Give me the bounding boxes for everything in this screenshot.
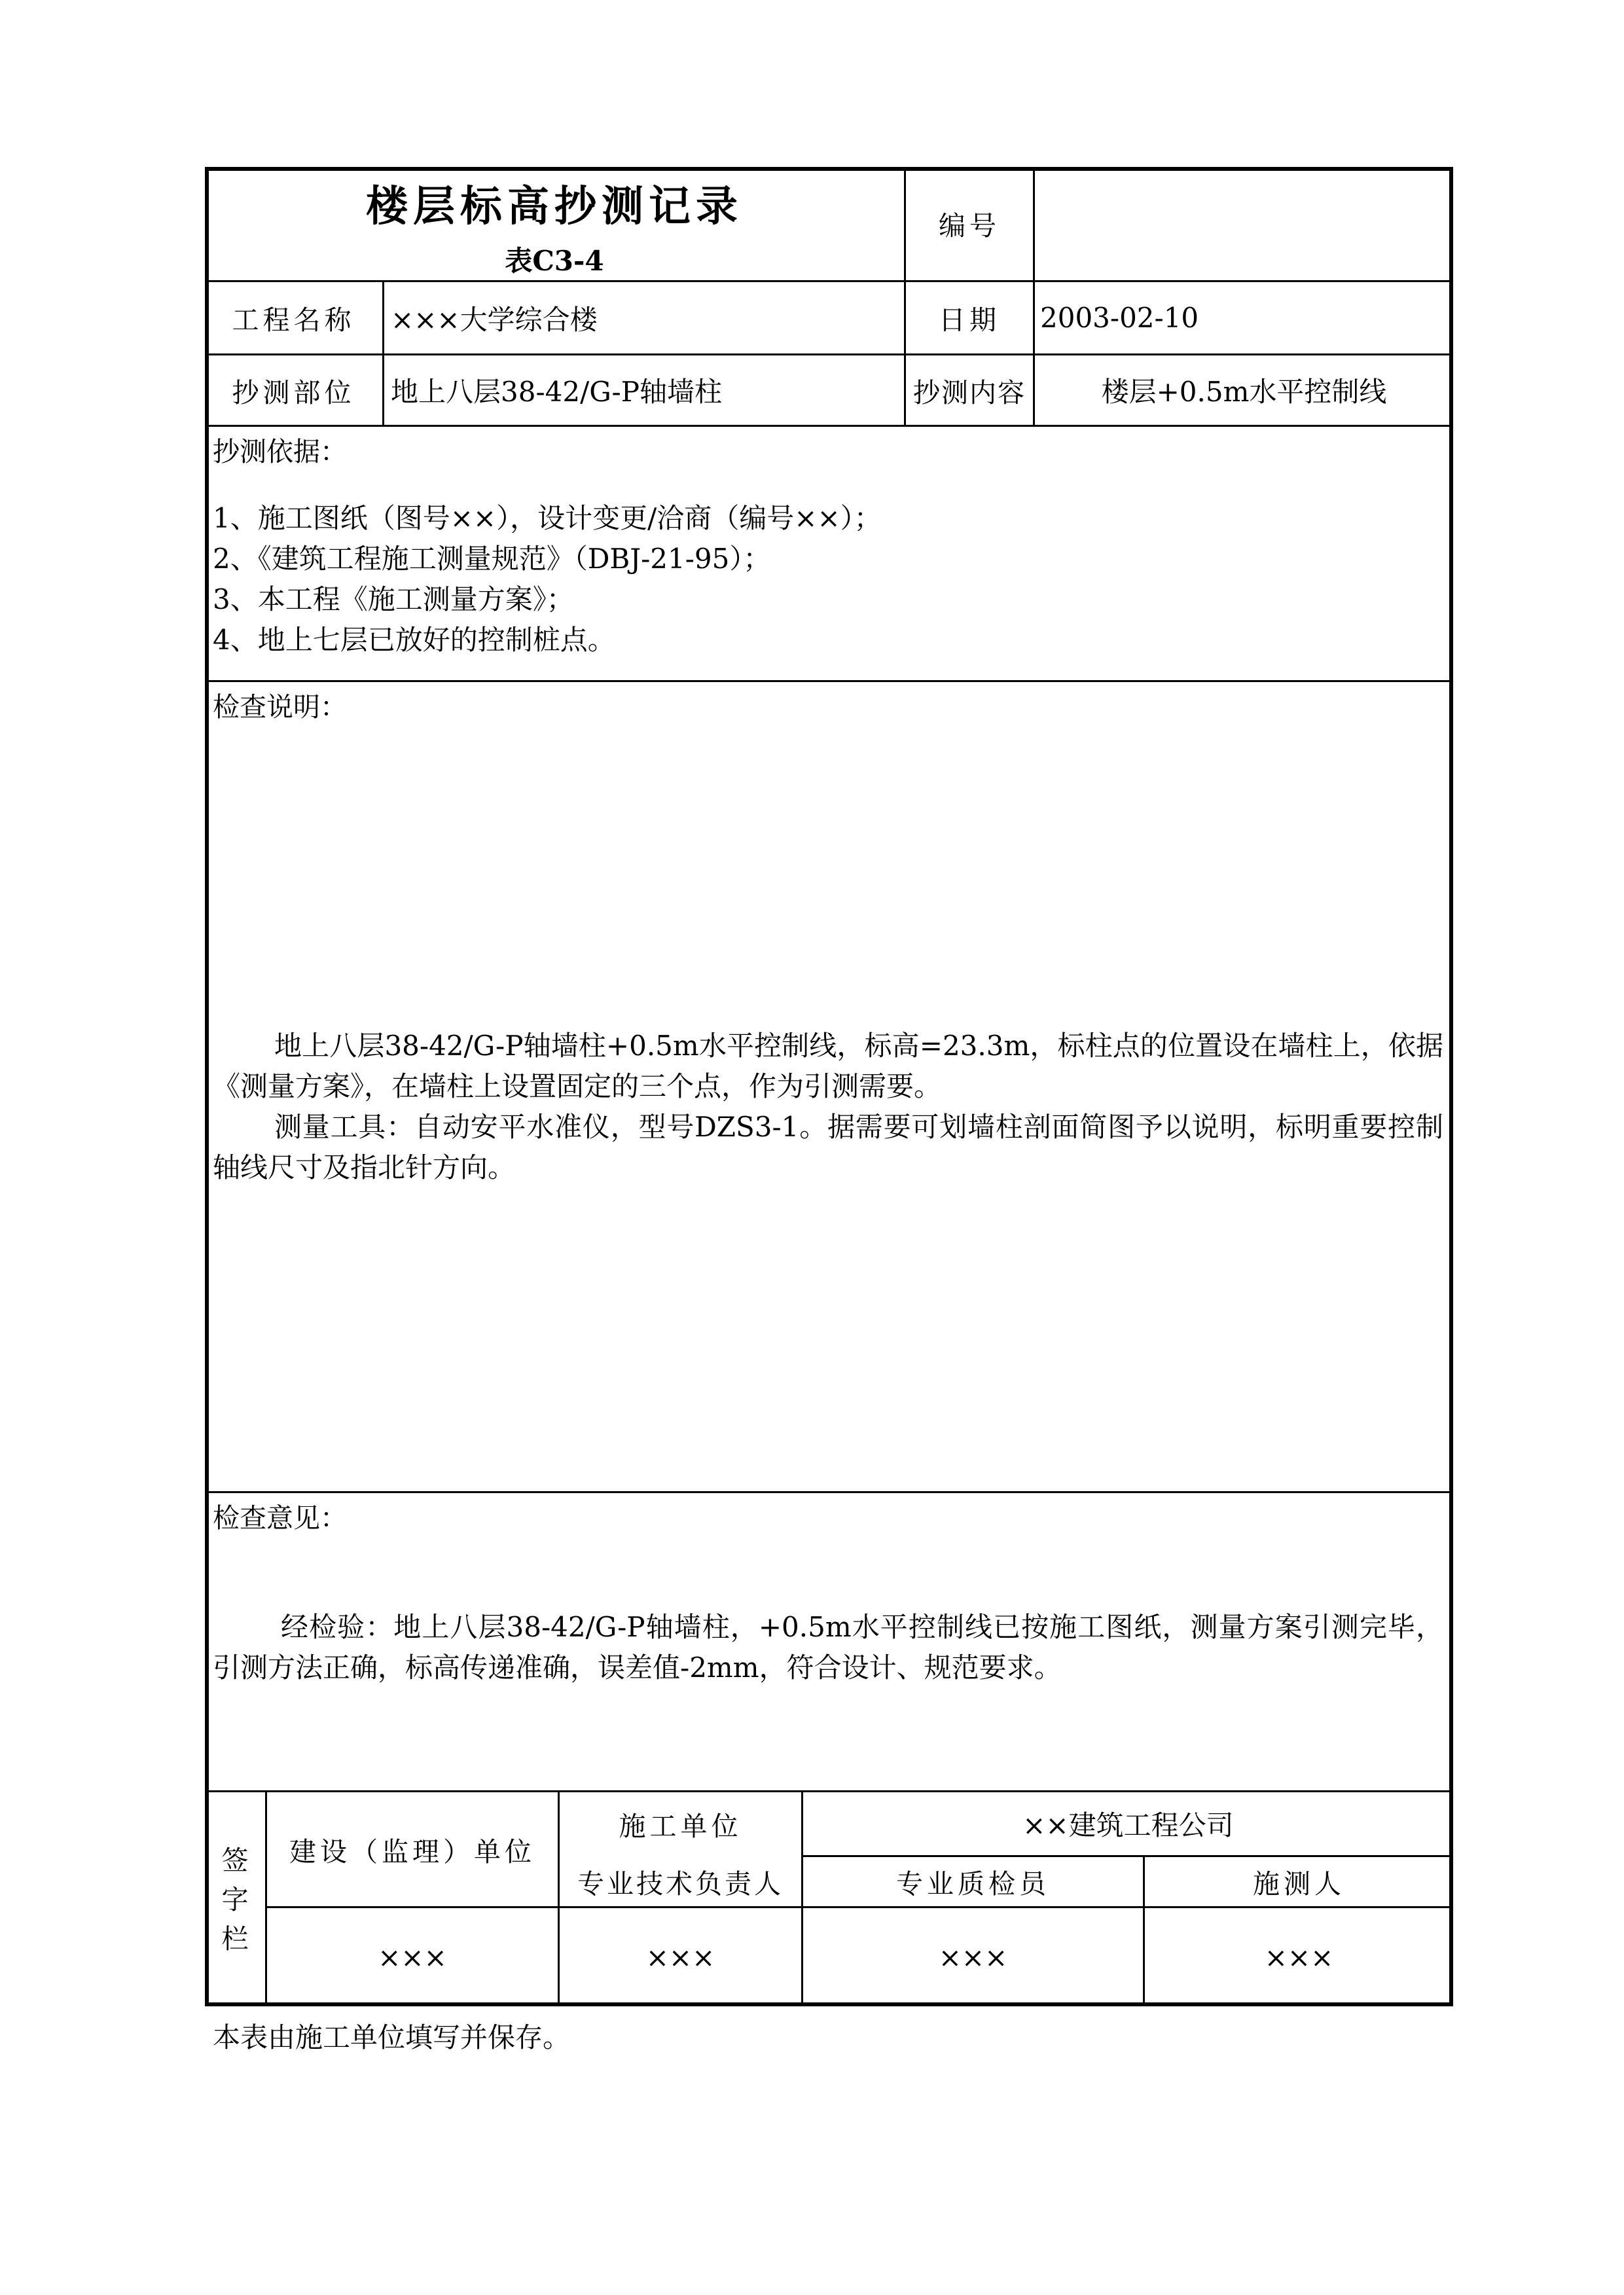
owner-label: 建设（监理）单位 bbox=[289, 1835, 535, 1868]
owner-signature[interactable]: ××× bbox=[378, 1941, 447, 1974]
inspection-notes-heading: 检查说明： bbox=[213, 691, 347, 723]
footer-note: 本表由施工单位填写并保存。 bbox=[213, 2021, 571, 2053]
number-field[interactable] bbox=[1035, 167, 1453, 280]
tech-lead-signature[interactable]: ××× bbox=[645, 1941, 715, 1974]
survey-location-label: 抄测部位 bbox=[232, 376, 355, 408]
inspection-notes-body bbox=[213, 1026, 1443, 1188]
signature-column-label: 签字栏 bbox=[221, 1844, 249, 1955]
contractor-label: 施工单位 bbox=[619, 1810, 742, 1842]
form-title: 楼层标高抄测记录 bbox=[366, 182, 743, 231]
project-name-field[interactable]: ×××大学综合楼 bbox=[391, 303, 598, 336]
date-field[interactable]: 2003-02-10 bbox=[1040, 302, 1199, 334]
title-block bbox=[205, 167, 904, 280]
quality-inspector-signature[interactable]: ××× bbox=[938, 1941, 1008, 1974]
notes-paragraph: 测量工具：自动安平水准仪，型号DZS3-1。据需要可划墙柱剖面简图予以说明，标明重要控制轴线尺寸及指北针方向。 bbox=[213, 1111, 1443, 1184]
list-item: 4、地上七层已放好的控制桩点。 bbox=[213, 624, 615, 656]
tech-lead-label: 专业技术负责人 bbox=[577, 1868, 784, 1900]
contractor-name: ××建筑工程公司 bbox=[1022, 1809, 1234, 1841]
form-subtitle: 表C3-4 bbox=[505, 244, 604, 277]
surveyor-signature[interactable]: ××× bbox=[1264, 1941, 1334, 1974]
record-form bbox=[205, 167, 1453, 2006]
divider bbox=[205, 1491, 1453, 1493]
basis-heading: 抄测依据： bbox=[213, 436, 347, 467]
project-name-label: 工程名称 bbox=[232, 304, 355, 336]
inspection-opinion-text: 经检验：地上八层38-42/G-P轴墙柱，+0.5m水平控制线已按施工图纸，测量方案引测完毕，引测方法正确，标高传递准确，误差值-2mm，符合设计、规范要求。 bbox=[213, 1611, 1443, 1684]
notes-paragraph: 地上八层38-42/G-P轴墙柱+0.5m水平控制线，标高=23.3m，标柱点的位置设在墙柱上，依据《测量方案》，在墙柱上设置固定的三个点，作为引测需要。 bbox=[213, 1030, 1443, 1102]
survey-content-label: 抄测内容 bbox=[913, 376, 1026, 408]
survey-content-field[interactable]: 楼层+0.5m水平控制线 bbox=[1101, 376, 1387, 408]
quality-inspector-label: 专业质检员 bbox=[896, 1868, 1050, 1900]
surveyor-label: 施测人 bbox=[1253, 1868, 1345, 1900]
divider bbox=[205, 680, 1453, 682]
basis-list bbox=[213, 498, 1443, 660]
list-item: 1、施工图纸（图号××），设计变更/洽商（编号××）； bbox=[213, 502, 882, 534]
divider bbox=[205, 425, 1453, 427]
list-item: 2、《建筑工程施工测量规范》（DBJ-21-95）； bbox=[213, 543, 771, 575]
survey-location-field[interactable]: 地上八层38-42/G-P轴墙柱 bbox=[391, 376, 723, 408]
date-label: 日期 bbox=[939, 304, 1000, 336]
number-label: 编号 bbox=[939, 210, 1000, 242]
list-item: 3、本工程《施工测量方案》； bbox=[213, 583, 574, 615]
inspection-opinion-heading: 检查意见： bbox=[213, 1502, 347, 1534]
